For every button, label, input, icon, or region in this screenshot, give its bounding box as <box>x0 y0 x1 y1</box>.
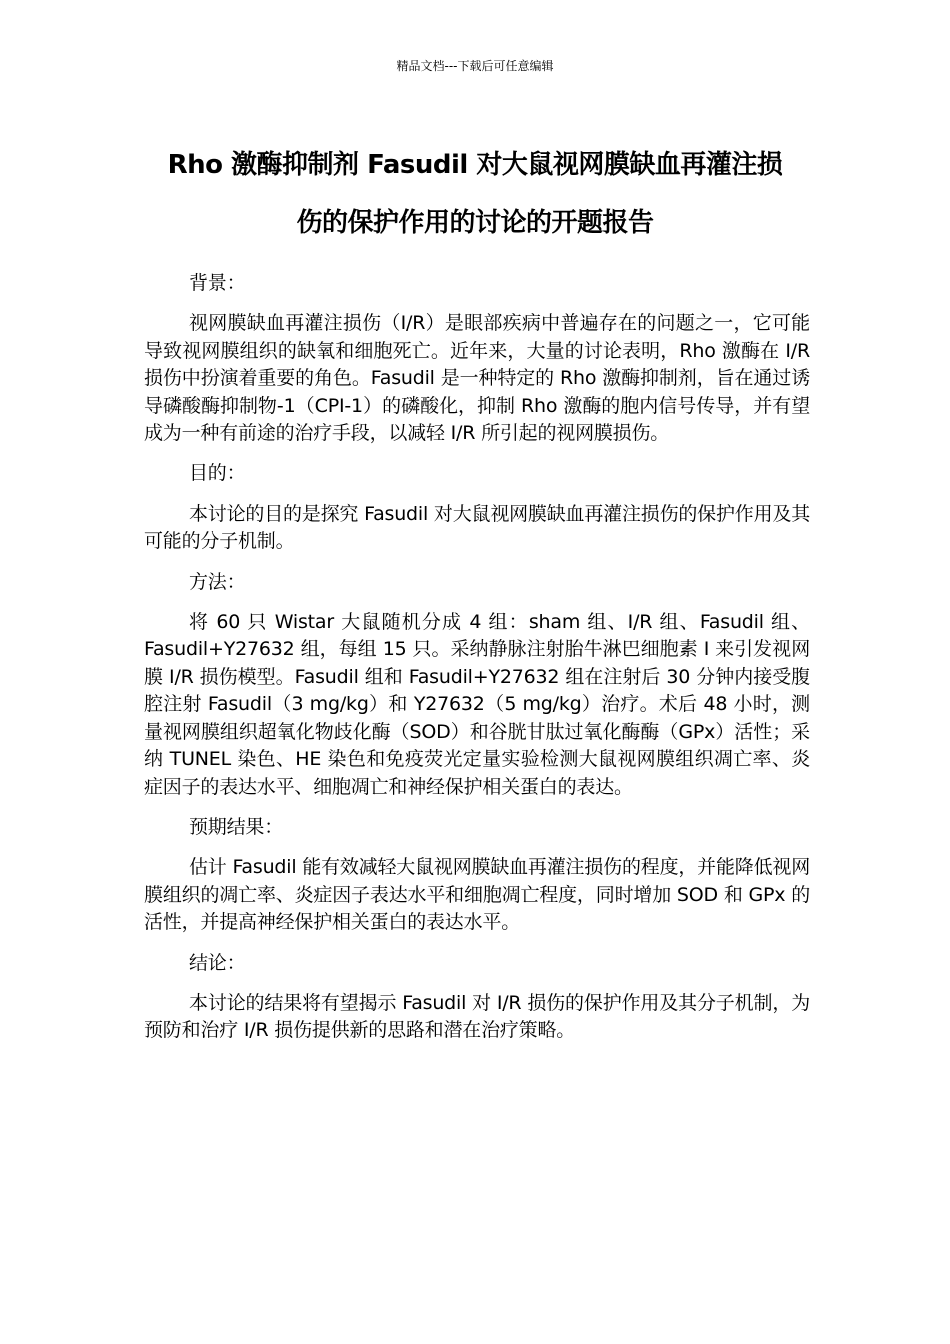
conclusion-heading: 结论： <box>189 951 246 974</box>
methods-heading: 方法： <box>189 570 246 593</box>
conclusion-paragraph: 本讨论的结果将有望揭示 Fasudil 对 I/R 损伤的保护作用及其分子机制，为预防和治疗 I/R 损伤提供新的思路和潜在治疗策略。 <box>144 991 810 1042</box>
purpose-heading: 目的： <box>189 462 246 485</box>
title-line-2: 伤的保护作用的讨论的开题报告 <box>296 208 654 238</box>
background-paragraph: 视网膜缺血再灌注损伤（I/R）是眼部疾病中普遍存在的问题之一，它可能导致视网膜组织的缺氧和细胞死亡。近年来，大量的讨论表明，Rho 激酶在 I/R 损伤中扮演着重要的角色。Fasudil 是一种特定的 Rho 激酶抑制剂，旨在通过诱导磷酸酶抑制物-1（CPI-1）的磷酸化，抑制 Rho 激酶的胞内信号传导，并有望成为一种有前途的治疗手段，以减轻 I/R 所引起的视网膜损伤。 <box>144 312 810 445</box>
document-title <box>128 136 822 252</box>
title-line-1: Rho 激酶抑制剂 Fasudil 对大鼠视网膜缺血再灌注损 <box>167 150 783 180</box>
purpose-paragraph: 本讨论的目的是探究 Fasudil 对大鼠视网膜缺血再灌注损伤的保护作用及其可能的分子机制。 <box>144 502 810 553</box>
expected-results-paragraph: 估计 Fasudil 能有效减轻大鼠视网膜缺血再灌注损伤的程度，并能降低视网膜组织的凋亡率、炎症因子表达水平和细胞凋亡程度，同时增加 SOD 和 GPx 的活性，并提高神经保护相关蛋白的表达水平。 <box>144 856 810 934</box>
header-note: 精品文档---下载后可任意编辑 <box>396 59 554 73</box>
background-heading: 背景： <box>189 272 246 294</box>
document-body <box>144 270 810 1058</box>
methods-paragraph: 将 60 只 Wistar 大鼠随机分成 4 组：sham 组、I/R 组、Fasudil 组、Fasudil+Y27632 组，每组 15 只。采纳静脉注射胎牛淋巴细胞素 I 来引发视网膜 I/R 损伤模型。Fasudil 组和 Fasudil+Y27632 组在注射后 30 分钟内接受腹腔注射 Fasudil（3 mg/kg）和 Y27632（5 mg/kg）治疗。术后 48 小时，测量视网膜组织超氧化物歧化酶（SOD）和谷胱甘肽过氧化酶酶（GPx）活性；采纳 TUNEL 染色、HE 染色和免疫荧光定量实验检测大鼠视网膜组织凋亡率、炎症因子的表达水平、细胞凋亡和神经保护相关蛋白的表达。 <box>144 611 810 798</box>
expected-results-heading: 预期结果： <box>189 815 284 838</box>
